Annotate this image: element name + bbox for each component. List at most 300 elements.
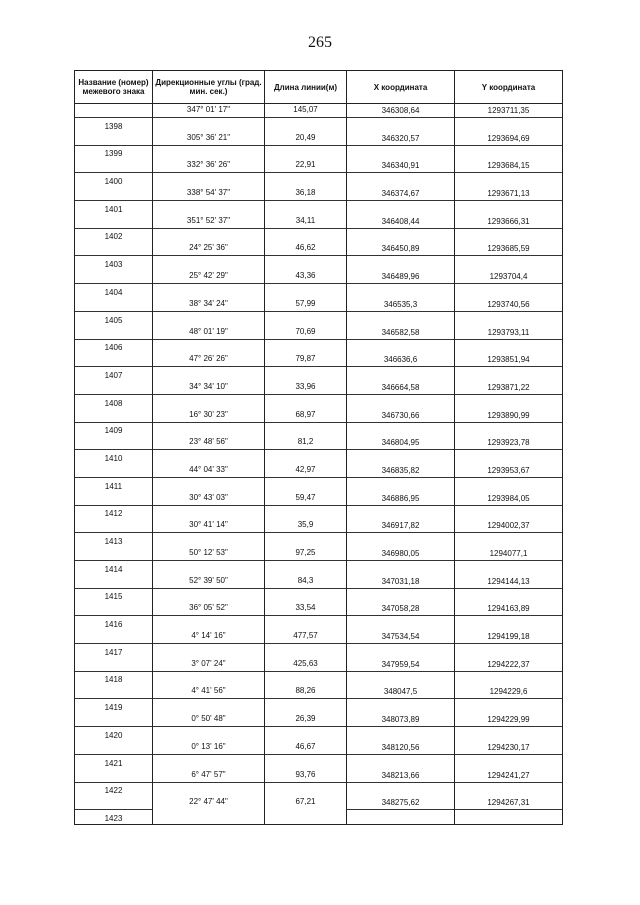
x-coordinate-cell — [347, 741, 455, 769]
row-separator — [455, 366, 562, 367]
x-coordinate-value: 346535,3 — [383, 299, 418, 309]
row-separator — [265, 283, 346, 284]
direction-angle-value: 52° 39' 50" — [189, 575, 228, 585]
y-coordinate-value: 1293953,67 — [487, 465, 530, 475]
line-length-cell — [265, 741, 347, 769]
x-coordinate-cell — [347, 713, 455, 741]
x-coordinate-value: 346374,67 — [381, 189, 420, 199]
y-coordinate-value: 1293890,99 — [487, 410, 530, 420]
direction-angle-value: 38° 34' 24" — [189, 298, 228, 308]
line-length-value: 84,3 — [297, 575, 314, 585]
line-length-value: 22,91 — [295, 160, 316, 170]
row-separator — [75, 532, 152, 533]
x-coordinate-cell — [347, 298, 455, 326]
row-separator — [347, 339, 454, 340]
mark-name-cell — [75, 381, 153, 409]
direction-angle-value: 24° 25' 36" — [189, 243, 228, 253]
mark-name-value: 1423 — [104, 813, 123, 823]
row-separator — [153, 782, 264, 783]
line-length-value: 425,63 — [293, 658, 318, 668]
line-length-value: 477,57 — [293, 631, 318, 641]
row-separator — [455, 809, 562, 810]
x-coordinate-cell — [347, 519, 455, 547]
direction-angle-value: 3° 07' 24" — [191, 658, 226, 668]
direction-angle-cell — [153, 630, 265, 658]
y-coordinate-cell — [455, 602, 563, 630]
line-length-cell — [265, 104, 347, 132]
y-coordinate-cell — [455, 464, 563, 492]
line-length-cell — [265, 326, 347, 354]
row-separator — [75, 671, 152, 672]
direction-angle-cell — [153, 519, 265, 547]
row-separator — [265, 449, 346, 450]
row-separator — [347, 671, 454, 672]
line-length-cell — [265, 796, 347, 824]
row-separator — [75, 643, 152, 644]
direction-angle-value: 332° 36' 26" — [186, 160, 231, 170]
y-coordinate-value: 1293793,11 — [487, 327, 530, 337]
x-coordinate-cell — [347, 796, 455, 824]
x-coordinate-cell — [347, 132, 455, 160]
line-length-value: 33,96 — [295, 381, 316, 391]
direction-angle-value: 347° 01' 17" — [186, 105, 231, 114]
direction-angle-cell — [153, 658, 265, 686]
table-row — [75, 492, 563, 520]
row-separator — [455, 422, 562, 423]
row-separator — [75, 422, 152, 423]
line-length-cell — [265, 436, 347, 464]
x-coordinate-cell — [347, 436, 455, 464]
y-coordinate-cell — [455, 630, 563, 658]
row-separator — [265, 339, 346, 340]
y-coordinate-cell — [455, 270, 563, 298]
row-separator — [265, 422, 346, 423]
direction-angle-cell — [153, 381, 265, 409]
direction-angle-value: 23° 48' 56" — [189, 437, 228, 447]
mark-name-cell — [75, 464, 153, 492]
table-row — [75, 436, 563, 464]
y-coordinate-cell — [455, 159, 563, 187]
row-separator — [455, 698, 562, 699]
row-separator — [347, 172, 454, 173]
row-separator — [265, 394, 346, 395]
row-separator — [75, 449, 152, 450]
direction-angle-value: 48° 01' 19" — [189, 326, 228, 336]
row-separator — [75, 172, 152, 173]
mark-name-cell — [75, 159, 153, 187]
y-coordinate-value: 1293694,69 — [487, 133, 530, 143]
row-separator — [347, 422, 454, 423]
row-separator — [153, 643, 264, 644]
header-x: X координата — [347, 71, 455, 104]
row-separator — [347, 560, 454, 561]
row-separator — [347, 505, 454, 506]
row-separator — [455, 754, 562, 755]
y-coordinate-value: 1293671,13 — [487, 189, 530, 199]
y-coordinate-value: 1294199,18 — [487, 632, 530, 642]
direction-angle-cell — [153, 685, 265, 713]
row-separator — [153, 726, 264, 727]
line-length-value: 20,49 — [295, 132, 316, 142]
row-separator — [455, 615, 562, 616]
table-body — [75, 104, 563, 825]
row-separator — [265, 200, 346, 201]
row-separator — [153, 615, 264, 616]
header-angle: Дирекционные углы (град. мин. сек.) — [153, 71, 265, 104]
row-separator — [455, 588, 562, 589]
direction-angle-value: 338° 54' 37" — [186, 188, 231, 198]
line-length-value: 42,97 — [295, 464, 316, 474]
direction-angle-value: 44° 04' 33" — [189, 464, 228, 474]
y-coordinate-cell — [455, 353, 563, 381]
direction-angle-cell — [153, 159, 265, 187]
x-coordinate-cell — [347, 159, 455, 187]
row-separator — [265, 754, 346, 755]
y-coordinate-value: 1293684,15 — [487, 161, 530, 171]
row-separator — [455, 643, 562, 644]
row-separator — [153, 228, 264, 229]
table-row — [75, 630, 563, 658]
row-separator — [347, 698, 454, 699]
y-coordinate-value: 1294222,37 — [487, 659, 530, 669]
y-coordinate-value: 1294077,1 — [489, 549, 528, 558]
y-coordinate-cell — [455, 519, 563, 547]
row-separator — [455, 200, 562, 201]
x-coordinate-cell — [347, 547, 455, 575]
x-coordinate-value: 346980,05 — [381, 549, 420, 558]
x-coordinate-cell — [347, 464, 455, 492]
y-coordinate-cell — [455, 381, 563, 409]
x-coordinate-value: 346340,91 — [381, 161, 420, 171]
direction-angle-cell — [153, 575, 265, 603]
line-length-cell — [265, 713, 347, 741]
direction-angle-cell — [153, 270, 265, 298]
mark-name-value: 1408 — [104, 398, 123, 408]
mark-name-cell — [75, 519, 153, 547]
mark-name-value: 1404 — [104, 287, 123, 297]
row-separator — [347, 200, 454, 201]
direction-angle-cell — [153, 602, 265, 630]
x-coordinate-cell — [347, 104, 455, 132]
row-separator — [347, 726, 454, 727]
line-length-value: 145,07 — [293, 105, 318, 114]
x-coordinate-cell — [347, 353, 455, 381]
y-coordinate-cell — [455, 547, 563, 575]
x-coordinate-cell — [347, 602, 455, 630]
coordinates-table-wrapper — [74, 70, 562, 825]
direction-angle-cell — [153, 242, 265, 270]
table-row — [75, 547, 563, 575]
row-separator — [153, 671, 264, 672]
table-row — [75, 769, 563, 797]
row-separator — [153, 422, 264, 423]
line-length-value: 79,87 — [295, 354, 316, 364]
row-separator — [153, 283, 264, 284]
table-row — [75, 519, 563, 547]
mark-name-cell — [75, 242, 153, 270]
y-coordinate-value: 1294229,99 — [487, 715, 530, 725]
row-separator — [347, 477, 454, 478]
x-coordinate-cell — [347, 575, 455, 603]
table-row — [75, 602, 563, 630]
line-length-cell — [265, 658, 347, 686]
row-separator — [153, 560, 264, 561]
table-row — [75, 242, 563, 270]
header-name: Название (номер) межевого знака — [75, 71, 153, 104]
row-separator — [75, 366, 152, 367]
mark-name-cell — [75, 741, 153, 769]
mark-name-value: 1398 — [104, 121, 123, 131]
mark-name-value: 1418 — [104, 675, 123, 685]
y-coordinate-value: 1293685,59 — [487, 244, 530, 254]
row-separator — [75, 255, 152, 256]
x-coordinate-value: 346917,82 — [381, 521, 420, 531]
y-coordinate-cell — [455, 409, 563, 437]
row-separator — [347, 615, 454, 616]
row-separator — [265, 782, 346, 783]
y-coordinate-cell — [455, 492, 563, 520]
line-length-value: 26,39 — [295, 714, 316, 724]
row-separator — [153, 477, 264, 478]
line-length-cell — [265, 159, 347, 187]
mark-name-value: 1417 — [104, 647, 123, 657]
x-coordinate-value: 346408,44 — [381, 216, 420, 226]
row-separator — [347, 311, 454, 312]
header-y: Y координата — [455, 71, 563, 104]
row-separator — [265, 255, 346, 256]
row-separator — [347, 255, 454, 256]
line-length-value: 67,21 — [295, 797, 316, 807]
line-length-value: 46,62 — [295, 243, 316, 253]
row-separator — [265, 588, 346, 589]
mark-name-cell — [75, 409, 153, 437]
x-coordinate-cell — [347, 242, 455, 270]
mark-name-value: 1413 — [104, 537, 123, 546]
direction-angle-cell — [153, 215, 265, 243]
y-coordinate-value: 1293704,4 — [489, 272, 528, 282]
y-coordinate-cell — [455, 104, 563, 132]
row-separator — [347, 782, 454, 783]
y-coordinate-value: 1293871,22 — [487, 382, 530, 392]
row-separator — [455, 505, 562, 506]
row-separator — [455, 228, 562, 229]
line-length-value: 97,25 — [295, 548, 316, 557]
table-row — [75, 575, 563, 603]
line-length-value: 43,36 — [295, 271, 316, 281]
row-separator — [265, 698, 346, 699]
y-coordinate-value: 1293740,56 — [487, 299, 530, 309]
line-length-cell — [265, 270, 347, 298]
row-separator — [75, 698, 152, 699]
mark-name-cell — [75, 547, 153, 575]
row-separator — [153, 145, 264, 146]
mark-name-cell — [75, 326, 153, 354]
line-length-cell — [265, 630, 347, 658]
line-length-value: 93,76 — [295, 769, 316, 779]
table-row — [75, 187, 563, 215]
y-coordinate-cell — [455, 326, 563, 354]
x-coordinate-cell — [347, 630, 455, 658]
mark-name-cell — [75, 630, 153, 658]
line-length-value: 57,99 — [295, 298, 316, 308]
mark-name-value: 1419 — [104, 703, 123, 713]
row-separator — [153, 366, 264, 367]
direction-angle-cell — [153, 796, 265, 824]
row-separator — [265, 726, 346, 727]
direction-angle-value: 47° 26' 26" — [189, 354, 228, 364]
direction-angle-value: 50° 12' 53" — [189, 548, 228, 557]
row-separator — [455, 117, 562, 118]
line-length-value: 81,2 — [297, 437, 314, 447]
x-coordinate-value: 346886,95 — [381, 493, 420, 503]
x-coordinate-value: 346582,58 — [381, 327, 420, 337]
row-separator — [153, 532, 264, 533]
line-length-cell — [265, 298, 347, 326]
x-coordinate-value: 346664,58 — [381, 382, 420, 392]
row-separator — [153, 588, 264, 589]
row-separator — [265, 532, 346, 533]
direction-angle-cell — [153, 326, 265, 354]
direction-angle-cell — [153, 132, 265, 160]
table-row — [75, 270, 563, 298]
table-row — [75, 353, 563, 381]
line-length-cell — [265, 132, 347, 160]
direction-angle-cell — [153, 492, 265, 520]
x-coordinate-value: 347058,28 — [381, 604, 420, 614]
row-separator — [153, 698, 264, 699]
x-coordinate-value: 346835,82 — [381, 465, 420, 475]
mark-name-cell — [75, 270, 153, 298]
x-coordinate-cell — [347, 381, 455, 409]
mark-name-value: 1420 — [104, 730, 123, 740]
row-separator — [75, 588, 152, 589]
mark-name-cell — [75, 602, 153, 630]
y-coordinate-cell — [455, 658, 563, 686]
line-length-cell — [265, 492, 347, 520]
y-coordinate-value: 1294229,6 — [489, 687, 528, 697]
direction-angle-cell — [153, 298, 265, 326]
table-row — [75, 464, 563, 492]
row-separator — [75, 339, 152, 340]
direction-angle-value: 34° 34' 10" — [189, 381, 228, 391]
row-separator — [75, 505, 152, 506]
y-coordinate-value: 1294144,13 — [487, 576, 530, 586]
row-separator — [153, 394, 264, 395]
mark-name-cell — [75, 132, 153, 160]
x-coordinate-value: 346730,66 — [381, 410, 420, 420]
x-coordinate-value: 346636,6 — [383, 355, 418, 365]
row-separator — [75, 615, 152, 616]
row-separator — [265, 643, 346, 644]
y-coordinate-cell — [455, 132, 563, 160]
x-coordinate-value: 346308,64 — [381, 106, 420, 115]
y-coordinate-value: 1293711,35 — [487, 106, 530, 115]
row-separator — [265, 311, 346, 312]
direction-angle-cell — [153, 104, 265, 132]
direction-angle-cell — [153, 409, 265, 437]
mark-name-cell — [75, 187, 153, 215]
row-separator — [265, 145, 346, 146]
table-row — [75, 326, 563, 354]
mark-name-cell — [75, 796, 153, 824]
x-coordinate-value: 346320,57 — [381, 133, 420, 143]
row-separator — [455, 394, 562, 395]
row-separator — [455, 283, 562, 284]
direction-angle-cell — [153, 353, 265, 381]
mark-name-value: 1401 — [104, 204, 123, 214]
row-separator — [75, 145, 152, 146]
line-length-value: 68,97 — [295, 409, 316, 419]
y-coordinate-cell — [455, 242, 563, 270]
line-length-value: 35,9 — [297, 520, 314, 530]
x-coordinate-value: 348213,66 — [381, 770, 420, 780]
line-length-value: 34,11 — [295, 215, 316, 225]
table-row — [75, 159, 563, 187]
row-separator — [347, 588, 454, 589]
mark-name-value: 1403 — [104, 260, 123, 270]
row-separator — [265, 477, 346, 478]
mark-name-cell — [75, 713, 153, 741]
row-separator — [75, 117, 152, 118]
mark-name-value: 1402 — [104, 232, 123, 242]
row-separator — [75, 228, 152, 229]
direction-angle-value: 22° 47' 44" — [189, 797, 228, 807]
mark-name-value: 1421 — [104, 758, 123, 768]
x-coordinate-value: 348120,56 — [381, 742, 420, 752]
mark-name-value: 1411 — [104, 481, 123, 491]
row-separator — [265, 228, 346, 229]
x-coordinate-cell — [347, 187, 455, 215]
row-separator — [347, 754, 454, 755]
y-coordinate-cell — [455, 436, 563, 464]
row-separator — [153, 449, 264, 450]
x-coordinate-value: 346450,89 — [381, 244, 420, 254]
line-length-cell — [265, 547, 347, 575]
y-coordinate-cell — [455, 685, 563, 713]
x-coordinate-cell — [347, 658, 455, 686]
row-separator — [455, 449, 562, 450]
line-length-cell — [265, 769, 347, 797]
direction-angle-value: 16° 30' 23" — [189, 409, 228, 419]
table-row — [75, 381, 563, 409]
direction-angle-cell — [153, 741, 265, 769]
direction-angle-value: 6° 47' 57" — [191, 769, 226, 779]
row-separator — [75, 394, 152, 395]
row-separator — [347, 809, 454, 810]
y-coordinate-value: 1294241,27 — [487, 770, 530, 780]
line-length-cell — [265, 353, 347, 381]
mark-name-value: 1399 — [104, 149, 123, 159]
row-separator — [75, 782, 152, 783]
row-separator — [455, 532, 562, 533]
y-coordinate-value: 1294002,37 — [487, 521, 530, 531]
row-separator — [455, 145, 562, 146]
direction-angle-value: 0° 13' 16" — [191, 741, 226, 751]
row-separator — [455, 726, 562, 727]
line-length-cell — [265, 464, 347, 492]
row-separator — [455, 255, 562, 256]
mark-name-value: 1410 — [104, 453, 123, 463]
direction-angle-value: 305° 36' 21" — [186, 132, 231, 142]
y-coordinate-cell — [455, 796, 563, 824]
line-length-cell — [265, 519, 347, 547]
x-coordinate-value: 348073,89 — [381, 715, 420, 725]
mark-name-cell — [75, 104, 153, 132]
line-length-value: 88,26 — [295, 686, 316, 696]
line-length-value: 46,67 — [295, 741, 316, 751]
row-separator — [153, 255, 264, 256]
row-separator — [75, 726, 152, 727]
